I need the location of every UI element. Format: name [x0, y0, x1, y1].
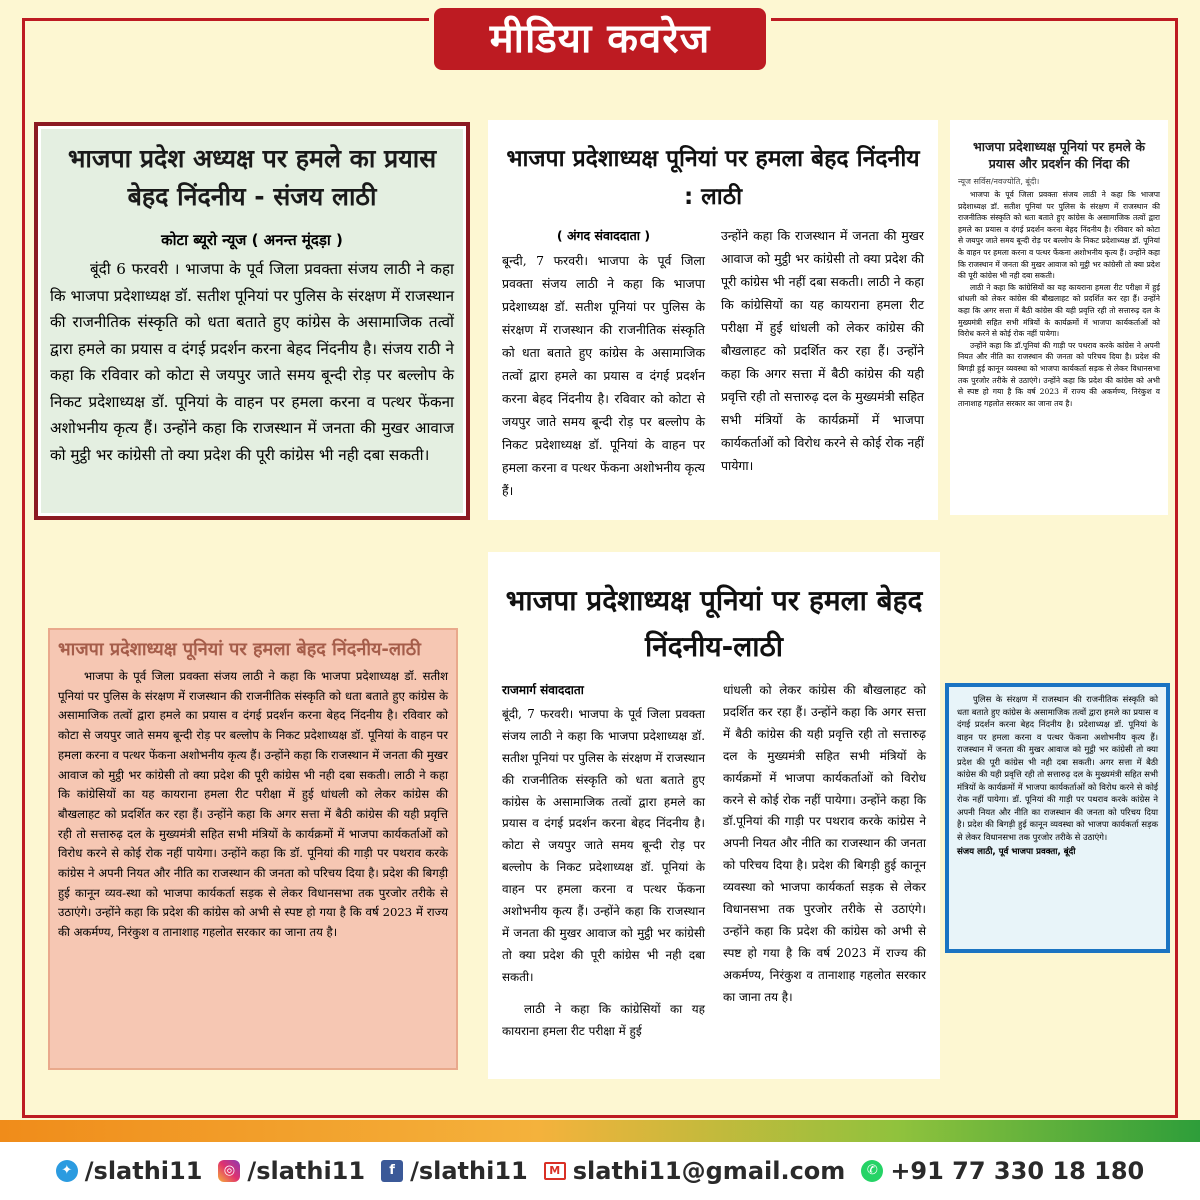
clipping-body: उन्होंने कहा कि राजस्थान में जनता की मुखर आवाज को मुट्ठी भर कांग्रेसी तो क्या प्रदेश की पूरी कांग्रेस भी नहीं दबा सकती। लाठी ने कहा कि कांग्रेसियों का यह कायराना हमला रीट परीक्षा में हुई धांधली को लेकर कांग्रेस की बौखलाहट को प्रदर्शित कर रहा हैं। उन्होंने कहा कि अगर सत्ता में बैठी कांग्रेस की यही प्रवृत्ति रही तो सत्तारुढ़ दल के मुख्यमंत्री सहित सभी मंत्रियों के कार्यक्रमों में भाजपा कार्यकर्ताओं को विरोध करने से कोई रोक नहीं पायेगा। [721, 228, 924, 473]
clipping-body: भाजपा के पूर्व जिला प्रवक्ता संजय लाठी ने कहा कि भाजपा प्रदेशाध्यक्ष डॉ. सतीश पूनियां पर पुलिस के संरक्षण में राजस्थान की राजनीतिक संस्कृति को धता बताते हुए कांग्रेस के असामाजिक तत्वों द्वारा हमले का प्रयास व दंगई प्रदर्शन करना बेहद निंदनीय है। रविवार को कोटा से जयपुर जाते समय बून्दी रोड़ पर बल्लोप के निकट प्रदेशाध्यक्ष डॉ. पूनियां के वाहन पर हमला करना व पत्थर फेंकना अशोभनीय कृत्य हैं। उन्होंने कहा कि राजस्थान में जनता की मुखर आवाज को मुट्ठी भर कांग्रेसी तो क्या प्रदेश की पूरी कांग्रेस भी नही दबा सकती। लाठी ने कहा कि कांग्रेसियों का यह कायराना हमला रीट परीक्षा में हुई धांधली को लेकर कांग्रेस की बौखलाहट को प्रदर्शित कर रहा हैं। उन्होंने कहा कि अगर सत्ता में बैठी कांग्रेस की यही प्रवृत्ति रही तो सत्तारुढ़ दल के मुख्यमंत्री सहित सभी मंत्रियों के कार्यक्रमों में भाजपा कार्यकर्ताओं को विरोध करने से कोई रोक नहीं पायेगा। उन्होंने कहा कि डॉ. पूनियां की गाड़ी पर पथराव करके कांग्रेस ने अपनी नियत और नीति का राजस्थान की जनता को परिचय दिया है। प्रदेश की बिगड़ी हुई कानून व्यव-स्था को भाजपा कार्यकर्ता सड़क से लेकर विधानसभा तक पुरजोर तरीके से उठाएंगे। उन्होंने कहा कि प्रदेश की कांग्रेस को अभी से स्पष्ट हो गया है कि वर्ष 2023 में राज्य की अकर्मण्य, निरंकुश व तानाशाह गहलोत सरकार का जाना तय है। [58, 669, 448, 940]
contact-footer [0, 1142, 1200, 1200]
news-clipping-rajmarg [488, 552, 940, 1079]
gmail-icon: M [544, 1162, 566, 1180]
clipping-byline: कोटा ब्यूरो न्यूज ( अनन्त मूंदड़ा ) [161, 231, 343, 249]
clipping-body: बूंदी 6 फरवरी । भाजपा के पूर्व जिला प्रवक्ता संजय लाठी ने कहा कि भाजपा प्रदेशाध्यक्ष डॉ. सतीश पूनियां पर पुलिस के संरक्षण में राजस्थान की राजनीतिक संस्कृति को धता बताते हुए कांग्रेस के असामाजिक तत्वों द्वारा हमले का प्रयास व दंगई प्रदर्शन करना बेहद निंदनीय है। संजय राठी ने कहा कि रविवार को कोटा से जयपुर जाते समय बून्दी रोड़ पर बल्लोप के निकट प्रदेशाध्यक्ष डॉ. पूनियां के वाहन पर हमला करना व पत्थर फेंकना अशोभनीय कृत्य हैं। उन्होंने कहा कि राजस्थान में जनता की मुखर आवाज को मुट्ठी भर कांग्रेसी तो क्या प्रदेश की पूरी कांग्रेस भी नही दबा सकती। [50, 260, 454, 464]
clipping-column-1 [502, 680, 705, 1043]
news-clipping-navjyoti [950, 120, 1168, 515]
clipping-headline: भाजपा प्रदेशाध्यक्ष पूनियां पर हमला बेहद निंदनीय-लाठी [58, 639, 421, 660]
page-title: मीडिया कवरेज [434, 8, 766, 70]
clipping-body: पुलिस के संरक्षण में राजस्थान की राजनीतिक संस्कृति को धता बताते हुए कांग्रेस के असामाजिक तत्वों द्वारा हमले का प्रयास व दंगई प्रदर्शन करना बेहद निंदनीय है। प्रदेशाध्यक्ष डॉ. पूनियां के वाहन पर हमला करना व पत्थर फेंकना अशोभनीय कृत्य हैं। राजस्थान में जनता की मुखर आवाज को मुट्ठी भर कांग्रेसी तो क्या प्रदेश की पूरी कांग्रेस भी नही दबा सकती। अगर सत्ता में बैठी कांग्रेस की यही प्रवृत्ति रही तो सत्तारुढ़ दल के मुख्यमंत्री सहित सभी मंत्रियों के कार्यक्रमों में भाजपा कार्यकर्ताओं को विरोध करने से कोई रोक नहीं पायेगा। डॉ. पूनियां की गाड़ी पर पथराव करके कांग्रेस ने अपनी नियत और नीति का राजस्थान की जनता को परिचय दिया है। प्रदेश की बिगड़ी हुई कानून व्यवस्था को भाजपा कार्यकर्ता सड़क से लेकर विधानसभा तक पुरजोर तरीके से उठाएंगे। [957, 694, 1158, 842]
phone-number-text: +91 77 330 18 180 [890, 1157, 1145, 1185]
instagram-handle[interactable] [218, 1157, 365, 1185]
clipping-headline: भाजपा प्रदेशाध्यक्ष पूनियां पर हमले के प्रयास और प्रदर्शन की निंदा की [973, 139, 1145, 171]
clipping-paragraph-2: लाठी ने कहा कि कांग्रेसियों का यह कायराना हमला रीट परीक्षा में हुई धांधली को लेकर कांग्रेस की बौखलाहट को प्रदर्शित कर रहा हैं। उन्होंने कहा कि अगर सत्ता में बैठी कांग्रेस की यही प्रवृत्ति रही तो सत्तारुढ़ दल के मुख्यमंत्री सहित सभी मंत्रियों के कार्यक्रमों में भाजपा कार्यकर्ताओं को विरोध करने से कोई रोक नहीं पायेगा। [958, 282, 1160, 339]
email-address[interactable] [544, 1157, 846, 1185]
phone-number[interactable] [861, 1157, 1144, 1185]
clipping-body-continued: लाठी ने कहा कि कांग्रेसियों का यह कायराना हमला रीट परीक्षा में हुई [502, 1001, 705, 1038]
clipping-body: बून्दी, 7 फरवरी। भाजपा के पूर्व जिला प्रवक्ता संजय लाठी ने कहा कि भाजपा प्रदेशाध्यक्ष डॉ. सतीश पूनियां पर पुलिस के संरक्षण में राजस्थान की राजनीतिक संस्कृति को धता बताते हुए कांग्रेस के असामाजिक तत्वों द्वारा हमले का प्रयास व दंगई प्रदर्शन करना बेहद निंदनीय है। रविवार को कोटा से जयपुर जाते समय बून्दी रोड़ पर बल्लोप के निकट प्रदेशाध्यक्ष डॉ. पूनियां के वाहन पर हमला करना व पत्थर फेंकना अशोभनीय कृत्य हैं। [502, 253, 705, 498]
email-address-text: slathi11@gmail.com [572, 1157, 846, 1185]
news-clipping-angad [488, 120, 938, 520]
clipping-columns [502, 224, 924, 502]
clipping-signature: संजय लाठी, पूर्व भाजपा प्रवक्ता, बूंदी [957, 847, 1076, 857]
news-clipping-kota-bureau [34, 122, 470, 520]
facebook-icon: f [381, 1160, 403, 1182]
clipping-byline: ( अंगद संवाददाता ) [556, 228, 651, 243]
facebook-handle[interactable] [381, 1157, 528, 1185]
news-clipping-blue-box [945, 683, 1170, 953]
clipping-column-2 [723, 680, 926, 1043]
whatsapp-icon: ✆ [861, 1160, 883, 1182]
footer-color-stripe [0, 1120, 1200, 1142]
clipping-body: धांधली को लेकर कांग्रेस की बौखलाहट को प्रदर्शित कर रहा हैं। उन्होंने कहा कि अगर सत्ता में बैठी कांग्रेस की यही प्रवृत्ति रही तो सत्तारुढ़ दल के मुख्यमंत्री सहित सभी मंत्रियों के कार्यक्रमों में भाजपा कार्यकर्ताओं को विरोध करने से कोई रोक नहीं पायेगा। उन्होंने कहा कि डॉ.पूनियां की गाड़ी पर पथराव करके कांग्रेस ने अपनी नियत और नीति का राजस्थान की जनता को परिचय दिया है। प्रदेश की बिगड़ी हुई कानून व्यवस्था को भाजपा कार्यकर्ता सड़क से लेकर विधानसभा तक पुरजोर तरीके से उठाएंगे। उन्होंने कहा कि प्रदेश की कांग्रेस को अभी से स्पष्ट हो गया है कि वर्ष 2023 में राज्य की अकर्मण्य, निरंकुश व तानाशाह गहलोत सरकार का जाना तय है। [723, 683, 926, 1004]
instagram-handle-text: /slathi11 [247, 1157, 366, 1185]
twitter-handle[interactable] [56, 1157, 203, 1185]
clipping-column-1 [502, 224, 705, 502]
twitter-handle-text: /slathi11 [84, 1157, 203, 1185]
clipping-headline: भाजपा प्रदेश अध्यक्ष पर हमले का प्रयास बेहद निंदनीय - संजय लाठी [67, 144, 437, 211]
instagram-icon: ◎ [218, 1160, 240, 1182]
news-clipping-peach [48, 628, 458, 1070]
clipping-byline: न्यूज सर्विस/नवज्योति, बूंदी। [958, 177, 1040, 186]
clipping-byline: राजमार्ग संवाददाता [502, 683, 584, 697]
clipping-paragraph-1: भाजपा के पूर्व जिला प्रवक्ता संजय लाठी ने कहा कि भाजपा प्रदेशाध्यक्ष डॉ. सतीश पूनियां पर पुलिस के संरक्षण में राजस्थान की राजनीतिक संस्कृति को धता बताते हुए कांग्रेस के असामाजिक तत्वों द्वारा हमले का प्रयास व दंगई प्रदर्शन करना बेहद निंदनीय है। रविवार को कोटा से जयपुर जाते समय बून्दी रोड़ पर बल्लोप के निकट प्रदेशाध्यक्ष डॉ. पूनियां के वाहन पर हमला करना व पत्थर फेंकना अशोभनीय कृत्य हैं। उन्होंने कहा कि राजस्थान में जनता की मुखर आवाज को मुट्ठी भर कांग्रेसी तो क्या प्रदेश की पूरी कांग्रेस भी नही दबा सकती। [958, 190, 1160, 281]
facebook-handle-text: /slathi11 [410, 1157, 528, 1185]
clipping-body: बूंदी, 7 फरवरी। भाजपा के पूर्व जिला प्रवक्ता संजय लाठी ने कहा कि भाजपा प्रदेशाध्यक्ष डॉ. सतीश पूनियां पर पुलिस के संरक्षण में राजस्थान की राजनीतिक संस्कृति को धता बताते हुए कांग्रेस के असामाजिक तत्वों द्वारा हमले का प्रयास व दंगई प्रदर्शन करना बेहद निंदनीय है। कोटा से जयपुर जाते समय बून्दी रोड़ पर बल्लोप के निकट प्रदेशाध्यक्ष डॉ. पूनियां के वाहन पर हमला करना व पत्थर फेंकना अशोभनीय कृत्य हैं। उन्होंने कहा कि राजस्थान में जनता की मुखर आवाज को मुट्ठी भर कांग्रेसी तो क्या प्रदेश की पूरी कांग्रेस भी नही दबा सकती। [502, 706, 705, 984]
clipping-column-2 [721, 224, 924, 502]
clipping-columns [502, 680, 926, 1043]
twitter-icon: ✦ [56, 1160, 78, 1182]
clipping-headline: भाजपा प्रदेशाध्यक्ष पूनियां पर हमला बेहद निंदनीय : लाठी [506, 146, 920, 210]
clipping-paragraph-3: उन्होंने कहा कि डॉ.पूनियां की गाड़ी पर पथराव करके कांग्रेस ने अपनी नियत और नीति का राजस्थान की जनता को परिचय दिया है। प्रदेश की बिगड़ी हुई कानून व्यवस्था को भाजपा कार्यकर्ता सड़क से लेकर विधानसभा तक पुरजोर तरीके से उठाएंगे। उन्होंने कहा कि प्रदेश की कांग्रेस को अभी से स्पष्ट हो गया है कि वर्ष 2023 में राज्य की अकर्मण्य, निरंकुश व तानाशाह गहलोत सरकार का जाना तय है। [958, 340, 1160, 408]
clipping-headline: भाजपा प्रदेशाध्यक्ष पूनियां पर हमला बेहद निंदनीय-लाठी [505, 584, 923, 663]
